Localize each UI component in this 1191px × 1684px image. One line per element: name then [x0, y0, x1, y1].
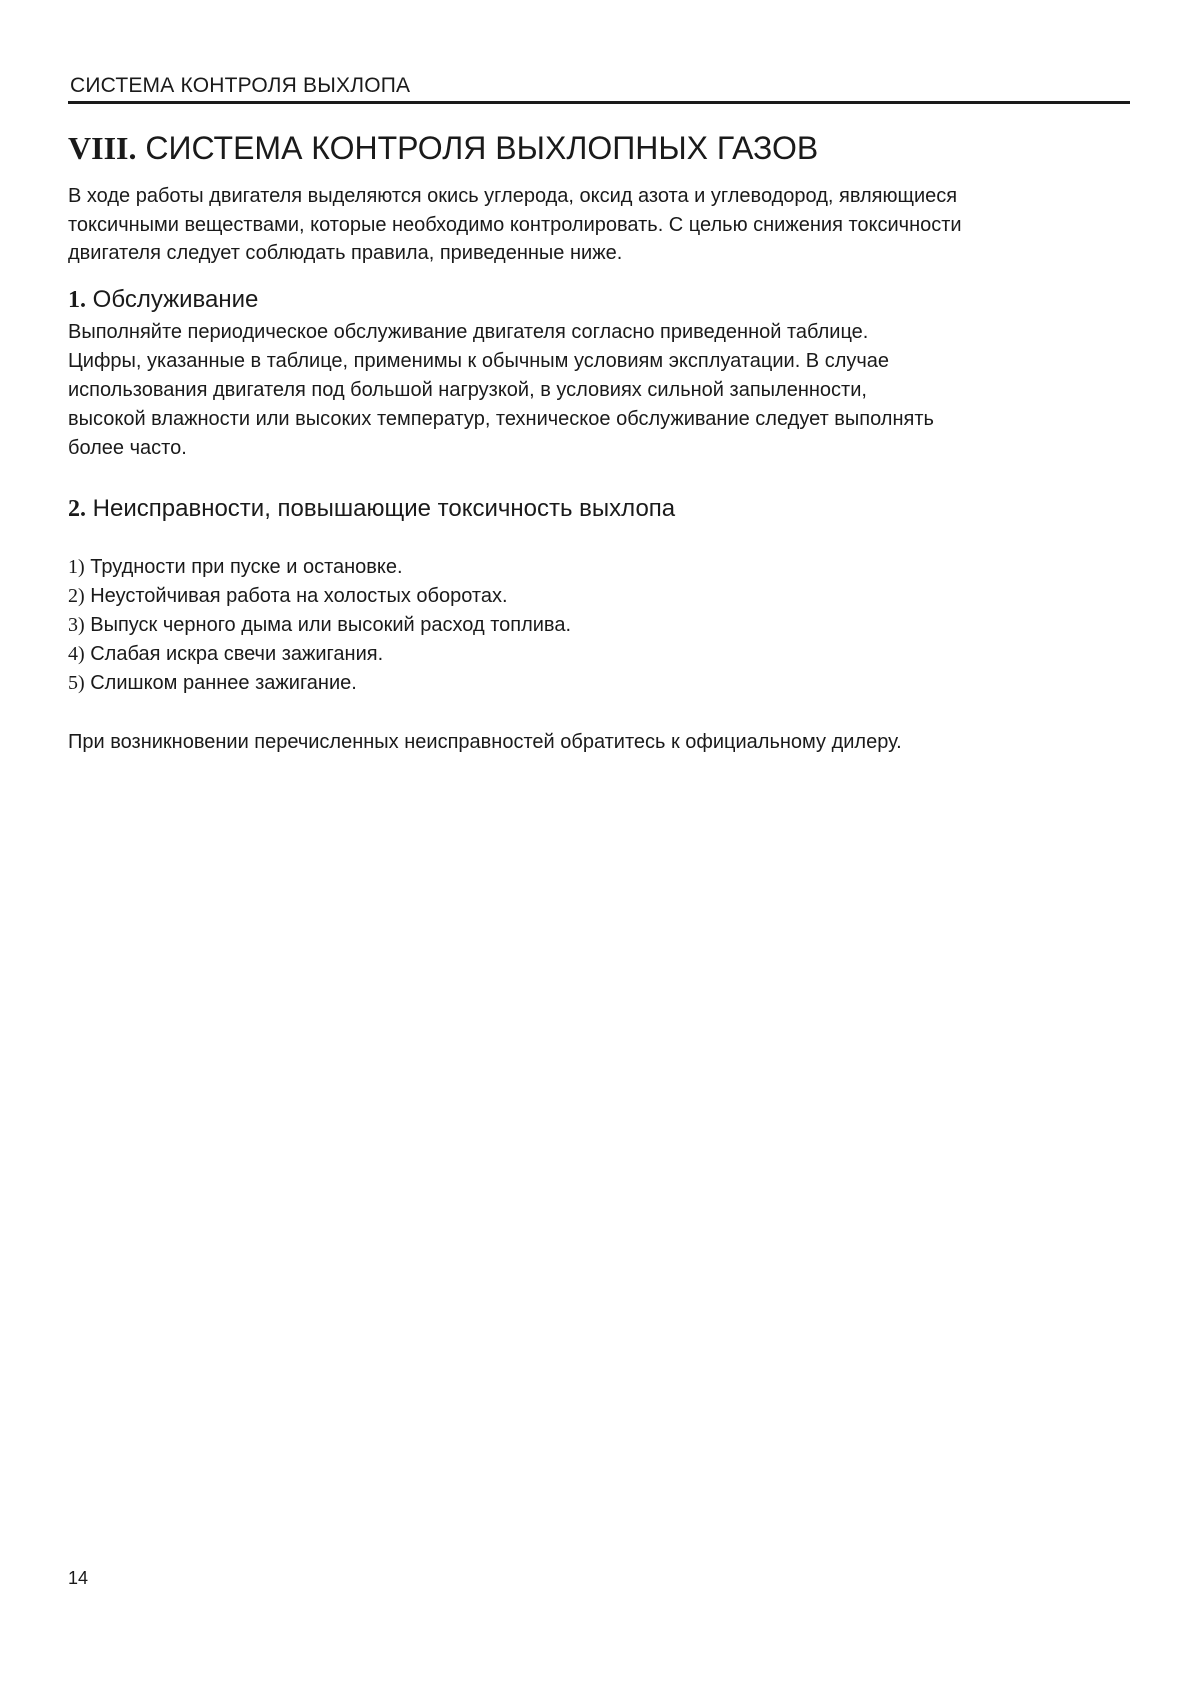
section-number: 1.	[68, 287, 86, 313]
paragraph-line: Выполняйте периодическое обслуживание двигателя согласно приведенной таблице.	[68, 321, 869, 343]
closing-note: При возникновении перечисленных неисправностей обратитесь к официальному дилеру.	[68, 731, 902, 753]
list-item-text: Слабая искра свечи зажигания.	[90, 643, 384, 665]
paragraph-line: более часто.	[68, 437, 187, 459]
intro-line: двигателя следует соблюдать правила, приведенные ниже.	[68, 242, 623, 264]
list-item-number: 1)	[68, 556, 85, 578]
list-item	[68, 582, 571, 611]
chapter-number: VIII.	[68, 130, 137, 166]
list-item	[68, 640, 571, 669]
header-rule	[68, 101, 1130, 104]
list-item	[68, 553, 571, 582]
list-item-number: 3)	[68, 614, 85, 636]
list-item-number: 5)	[68, 672, 85, 694]
section-heading-faults	[68, 494, 675, 524]
list-item-number: 2)	[68, 585, 85, 607]
chapter-title-text: СИСТЕМА КОНТРОЛЯ ВЫХЛОПНЫХ ГАЗОВ	[145, 130, 819, 166]
maintenance-paragraph	[68, 318, 1138, 463]
list-item-text: Неустойчивая работа на холостых оборотах.	[90, 585, 508, 607]
page-number: 14	[68, 1568, 89, 1588]
list-item-number: 4)	[68, 643, 85, 665]
paragraph-line: высокой влажности или высоких температур, техническое обслуживание следует выполнять	[68, 408, 934, 430]
list-item-text: Трудности при пуске и остановке.	[90, 556, 403, 578]
list-item	[68, 611, 571, 640]
intro-paragraph	[68, 182, 1138, 268]
paragraph-line: Цифры, указанные в таблице, применимы к обычным условиям эксплуатации. В случае	[68, 350, 890, 372]
paragraph-line: использования двигателя под большой нагрузкой, в условиях сильной запыленности,	[68, 379, 867, 401]
chapter-title	[68, 128, 818, 168]
fault-list	[68, 553, 571, 698]
list-item-text: Слишком раннее зажигание.	[90, 672, 357, 694]
list-item	[68, 669, 571, 698]
section-title: Обслуживание	[92, 286, 259, 313]
section-heading-maintenance	[68, 285, 258, 315]
section-number: 2.	[68, 496, 86, 522]
intro-line: В ходе работы двигателя выделяются окись углерода, оксид азота и углеводород, являющиеся	[68, 185, 958, 207]
running-header: СИСТЕМА КОНТРОЛЯ ВЫХЛОПА	[70, 74, 411, 97]
intro-line: токсичными веществами, которые необходимо контролировать. С целью снижения токсичности	[68, 213, 962, 236]
list-item-text: Выпуск черного дыма или высокий расход топлива.	[90, 614, 572, 636]
section-title: Неисправности, повышающие токсичность выхлопа	[92, 495, 676, 522]
